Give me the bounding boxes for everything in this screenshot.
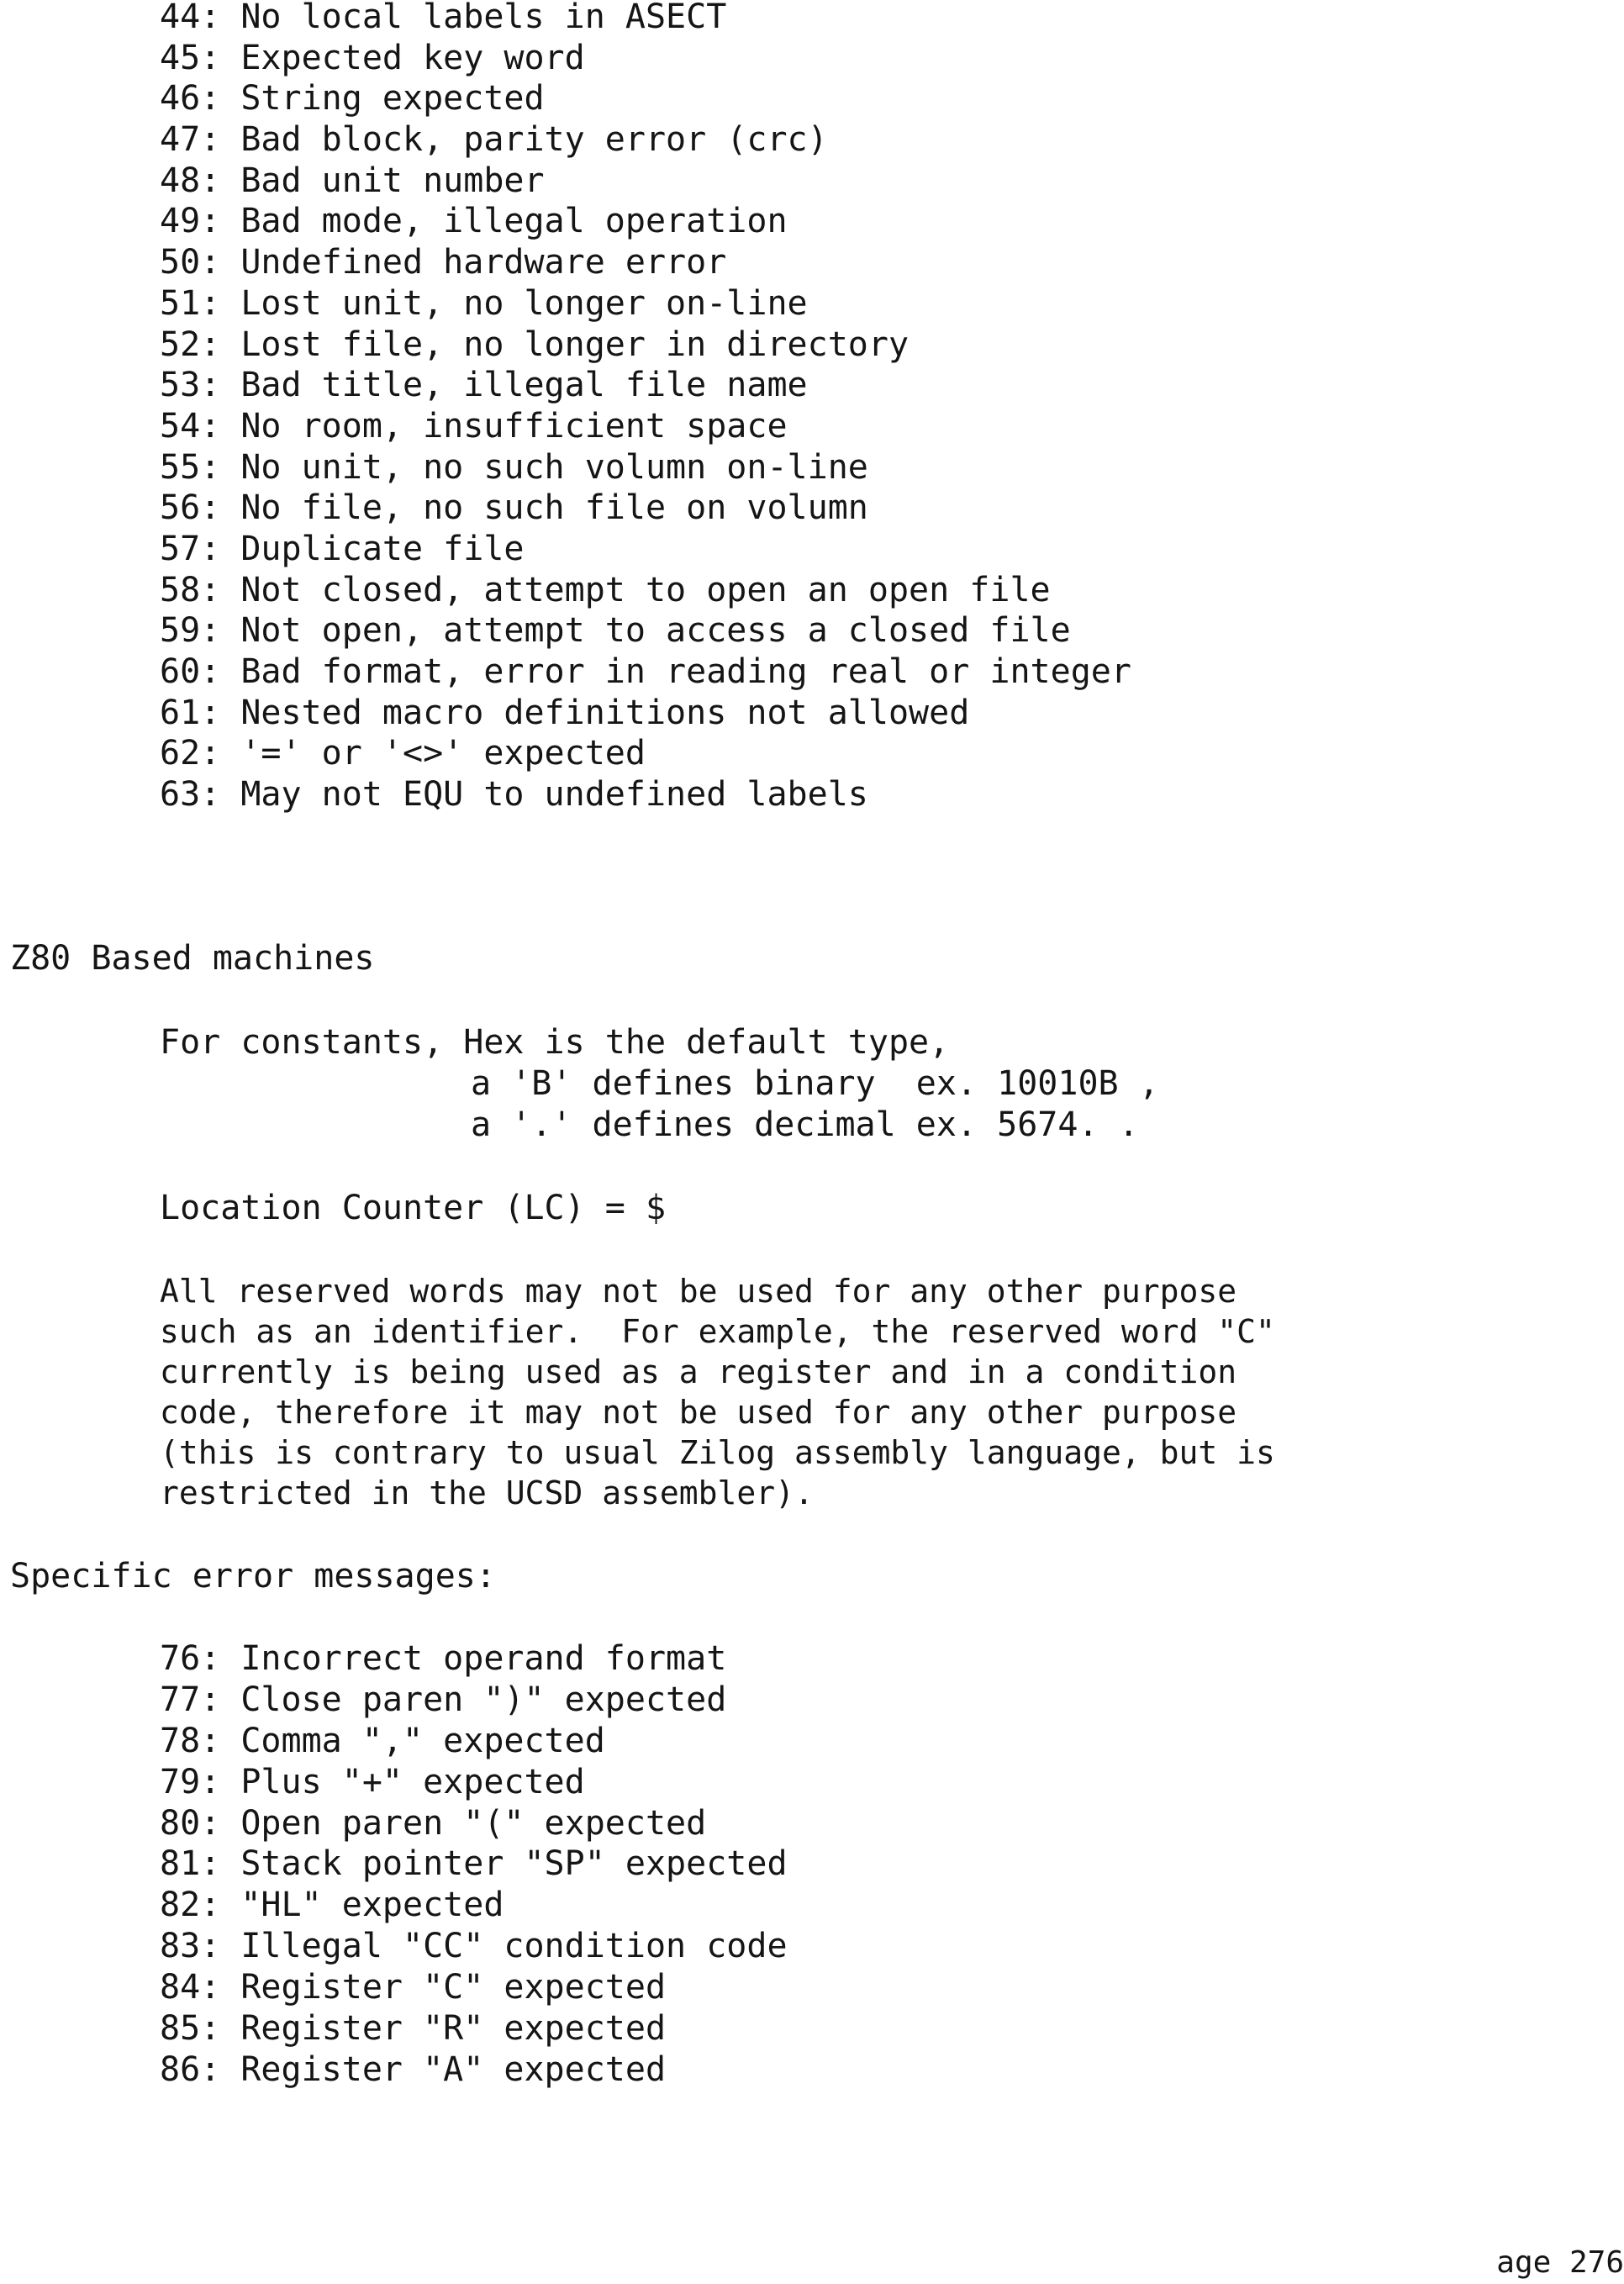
location-counter-line: Location Counter (LC) = $ [160,1189,667,1227]
error-message-item: 53: Bad title, illegal file name [160,366,808,405]
error-message-item: 79: Plus "+" expected [160,1762,585,1801]
paragraph-line: All reserved words may not be used for any other purpose [160,1273,1237,1310]
error-message-item: 62: '=' or '<>' expected [160,734,646,773]
error-message-item: 55: No unit, no such volumn on-line [160,447,868,487]
paragraph-line: code, therefore it may not be used for any other purpose [160,1394,1237,1431]
error-message-item: 82: "HL" expected [160,1886,504,1925]
error-message-list-bottom [160,1638,788,2091]
error-message-item: 52: Lost file, no longer in directory [160,324,910,364]
error-message-item: 54: No room, insufficient space [160,406,788,446]
page-number: age 276 [1496,2245,1624,2280]
reserved-words-paragraph [160,1271,1275,1513]
error-message-item: 77: Close paren ")" expected [160,1680,727,1719]
constants-line-2: a 'B' defines binary ex. 10010B , [471,1064,1159,1103]
error-message-item: 51: Lost unit, no longer on-line [160,283,808,323]
error-message-item: 60: Bad format, error in reading real or integer [160,652,1131,691]
error-message-item: 57: Duplicate file [160,529,525,568]
error-message-item: 44: No local labels in ASECT [160,0,727,36]
error-message-item: 78: Comma "," expected [160,1721,605,1760]
error-message-item: 81: Stack pointer "SP" expected [160,1844,788,1884]
paragraph-line: currently is being used as a register and in a condition [160,1353,1237,1390]
error-message-item: 58: Not closed, attempt to open an open file [160,570,1051,609]
specific-errors-heading: Specific error messages: [10,1557,496,1596]
error-message-item: 61: Nested macro definitions not allowed [160,693,970,732]
constants-line-3: a '.' defines decimal ex. 5674. . [471,1105,1139,1144]
error-message-item: 80: Open paren "(" expected [160,1803,707,1843]
error-message-item: 86: Register "A" expected [160,2049,667,2089]
error-message-item: 76: Incorrect operand format [160,1639,727,1678]
constants-line-1: For constants, Hex is the default type, [160,1023,950,1062]
error-message-list-top [160,0,1131,815]
error-message-item: 50: Undefined hardware error [160,243,727,282]
section-heading: Z80 Based machines [10,939,375,978]
error-message-item: 63: May not EQU to undefined labels [160,775,868,815]
error-message-item: 47: Bad block, parity error (crc) [160,120,828,160]
error-message-item: 59: Not open, attempt to access a closed file [160,611,1071,651]
error-message-item: 45: Expected key word [160,38,585,77]
error-message-item: 56: No file, no such file on volumn [160,488,868,528]
error-message-item: 46: String expected [160,79,545,119]
error-message-item: 84: Register "C" expected [160,1968,667,2007]
error-message-item: 83: Illegal "CC" condition code [160,1927,788,1966]
paragraph-line: (this is contrary to usual Zilog assembly language, but is [160,1434,1275,1471]
error-message-item: 48: Bad unit number [160,161,545,200]
paragraph-line: such as an identifier. For example, the reserved word "C" [160,1313,1275,1350]
error-message-item: 49: Bad mode, illegal operation [160,202,788,241]
error-message-item: 85: Register "R" expected [160,2009,667,2049]
paragraph-line: restricted in the UCSD assembler). [160,1474,814,1511]
